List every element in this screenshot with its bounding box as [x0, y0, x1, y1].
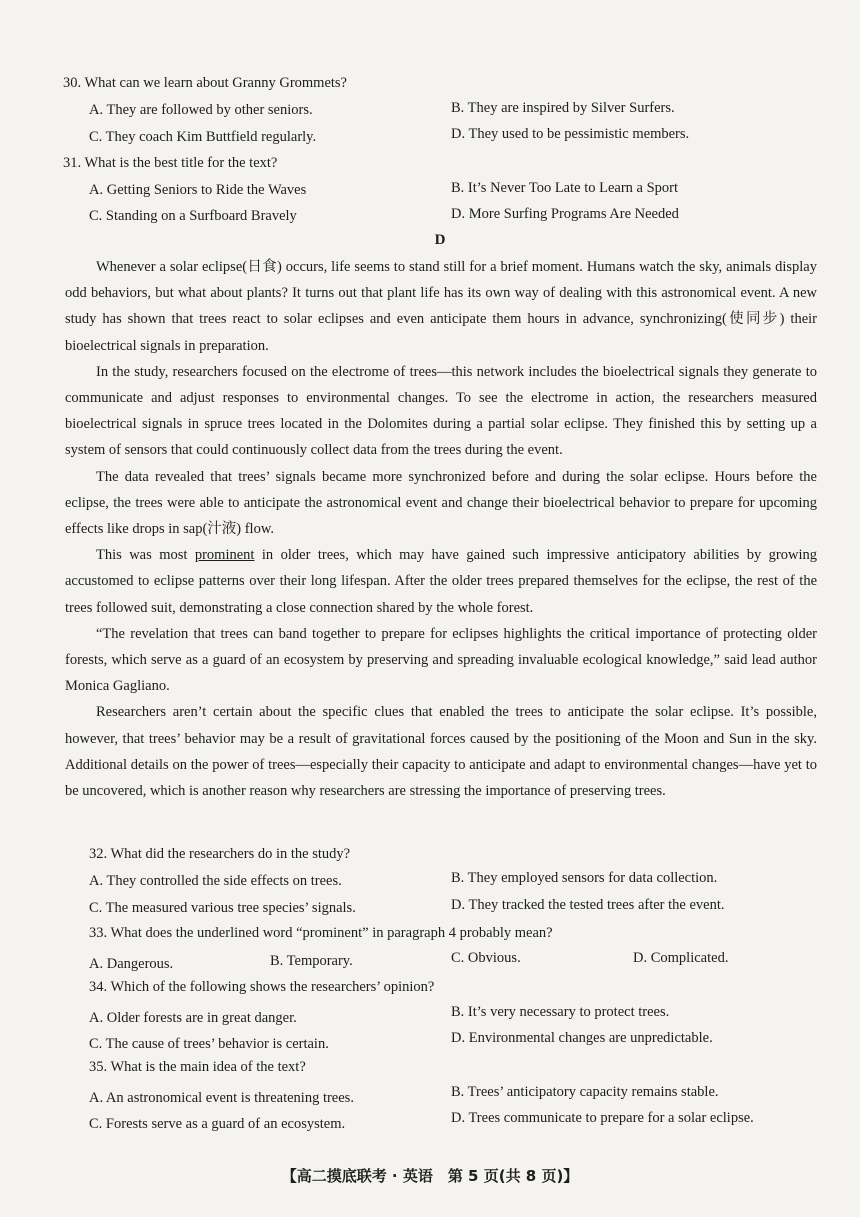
question-33-option-d: D. Complicated. — [633, 950, 729, 966]
passage-paragraph-5: “The revelation that trees can band together to prepare for eclipses highlights the critical importance of protecting older forests, which serve as a guard of an ecosystem by preserving and spreading invaluable ecological knowledge,” said lead author Monica Gagliano. — [65, 625, 817, 695]
question-30-option-a: A. They are followed by other seniors. — [89, 102, 313, 118]
reading-passage — [65, 254, 817, 804]
question-35-stem: 35. What is the main idea of the text? — [89, 1059, 306, 1075]
question-32-option-b: B. They employed sensors for data collection. — [451, 870, 718, 886]
question-33-option-b: B. Temporary. — [270, 953, 353, 969]
question-35-option-a: A. An astronomical event is threatening trees. — [89, 1090, 354, 1106]
question-31-option-a: A. Getting Seniors to Ride the Waves — [89, 182, 307, 198]
question-31-option-c: C. Standing on a Surfboard Bravely — [89, 208, 297, 224]
section-heading: D — [434, 232, 446, 248]
question-32-stem: 32. What did the researchers do in the study? — [89, 846, 351, 862]
question-34-option-d: D. Environmental changes are unpredictable. — [451, 1030, 713, 1046]
passage-paragraph-4 — [65, 542, 817, 621]
question-34-option-b: B. It’s very necessary to protect trees. — [451, 1004, 670, 1020]
underlined-word-prominent: prominent — [194, 547, 255, 564]
question-31-stem: 31. What is the best title for the text? — [63, 155, 278, 171]
question-33-option-a: A. Dangerous. — [89, 956, 174, 972]
question-32-option-c: C. The measured various tree species’ signals. — [89, 900, 356, 916]
passage-paragraph-3: The data revealed that trees’ signals became more synchronized before and during the solar eclipse. Hours before the eclipse, the trees were able to anticipate the astronomical event and change their bioelectrical behavior to prepare for upcoming effects like drops in sap(汁液) flow. — [65, 468, 817, 538]
question-30-option-c: C. They coach Kim Buttfield regularly. — [89, 129, 317, 145]
question-34-option-c: C. The cause of trees’ behavior is certain. — [89, 1036, 329, 1052]
paragraph-4-text-after: in older trees, which may have gained such impressive anticipatory abilities by growing accustomed to eclipse patterns over their long lifespan. After the older trees prepared themselves for the eclipse, the rest of the trees followed suit, demonstrating a close connection shared by the whole forest. — [65, 547, 817, 616]
question-30-stem: 30. What can we learn about Granny Grommets? — [63, 75, 347, 91]
passage-paragraph-1: Whenever a solar eclipse(日食) occurs, life seems to stand still for a brief moment. Humans watch the sky, animals display odd behaviors, but what about plants? It turns out that plant life has its own way of dealing with this astronomical event. A new study has shown that trees react to solar eclipses and even anticipate them hours in advance, synchronizing(使同步) their bioelectrical signals in preparation. — [65, 259, 817, 354]
question-30-option-b: B. They are inspired by Silver Surfers. — [451, 100, 675, 116]
question-34-stem: 34. Which of the following shows the researchers’ opinion? — [89, 979, 435, 995]
question-31-option-d: D. More Surfing Programs Are Needed — [451, 206, 679, 222]
passage-paragraph-2: In the study, researchers focused on the electrome of trees—this network includes the bioelectrical signals they generate to communicate and adjust responses to environmental changes. To see the electrome in action, the researchers measured bioelectrical signals in spruce trees located in the Dolomites during a partial solar eclipse. They finished this by setting up a system of sensors that could continuously collect data from the trees during the event. — [65, 363, 817, 459]
paragraph-4-text-before: This was most — [96, 547, 195, 564]
question-34-option-a: A. Older forests are in great danger. — [89, 1010, 297, 1026]
question-31-option-b: B. It’s Never Too Late to Learn a Sport — [451, 180, 679, 196]
question-33-stem: 33. What does the underlined word “prominent” in paragraph 4 probably mean? — [89, 925, 553, 941]
question-30-option-d: D. They used to be pessimistic members. — [451, 126, 690, 142]
question-32-option-a: A. They controlled the side effects on trees. — [89, 873, 342, 889]
question-35-option-c: C. Forests serve as a guard of an ecosystem. — [89, 1116, 346, 1132]
question-35-option-d: D. Trees communicate to prepare for a solar eclipse. — [451, 1110, 754, 1126]
page-footer: 【高二摸底联考 · 英语 第 5 页(共 8 页)】 — [281, 1167, 579, 1185]
question-35-option-b: B. Trees’ anticipatory capacity remains stable. — [451, 1084, 719, 1100]
question-32-option-d: D. They tracked the tested trees after the event. — [451, 897, 725, 913]
question-33-option-c: C. Obvious. — [451, 950, 521, 966]
passage-paragraph-6: Researchers aren’t certain about the specific clues that enabled the trees to anticipate the solar eclipse. It’s possible, however, that trees’ behavior may be a result of gravitational forces caused by the positioning of the Moon and Sun in the sky. Additional details on the power of trees—especially their capacity to anticipate and adapt to environmental changes—have yet to be uncovered, which is another reason why researchers are stressing the importance of preserving trees. — [65, 704, 817, 800]
